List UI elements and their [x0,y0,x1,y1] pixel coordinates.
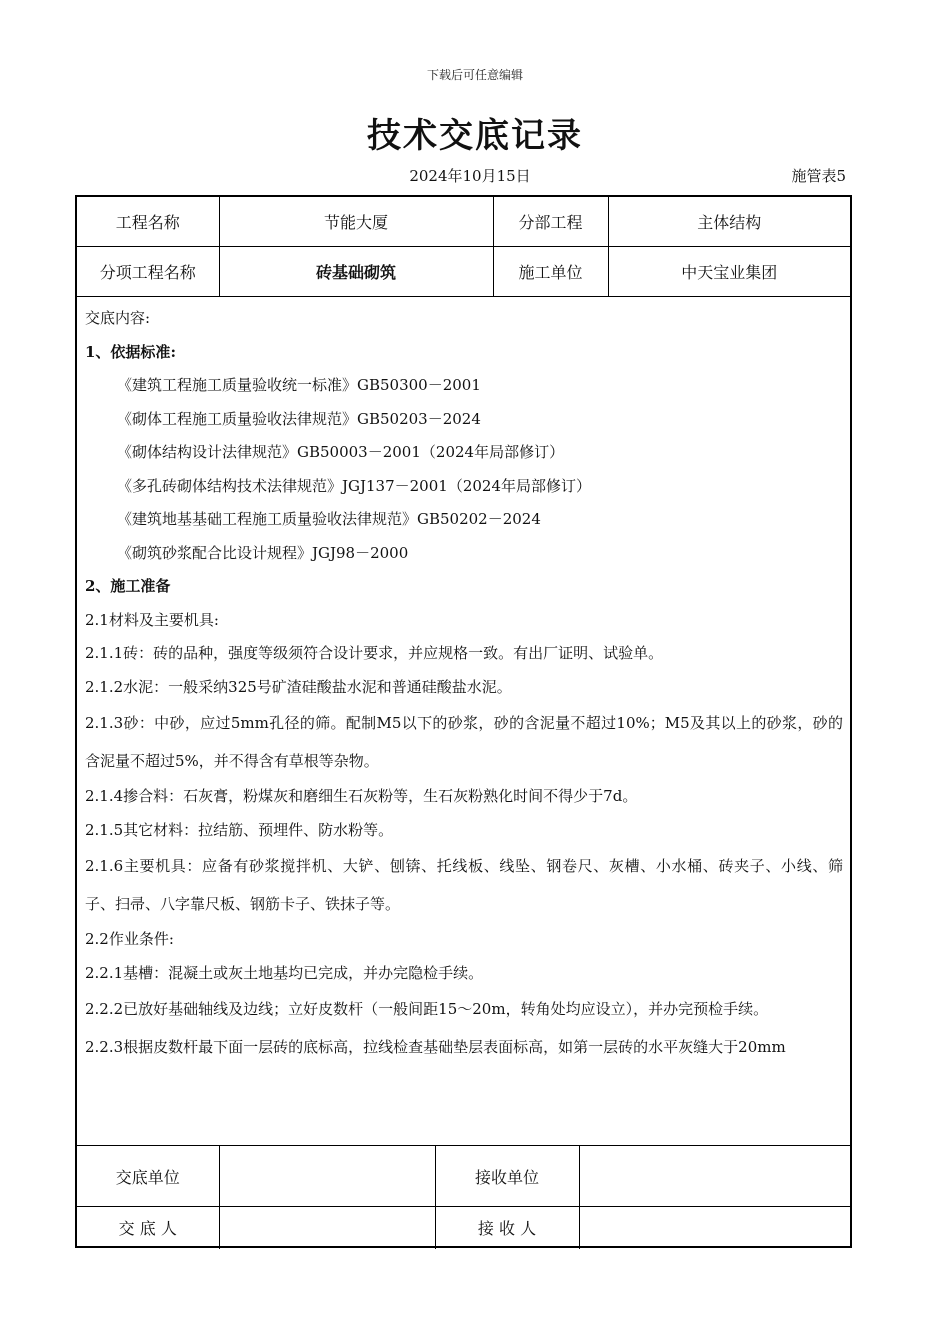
content-line: 2.1.4掺合料：石灰膏，粉煤灰和磨细生石灰粉等，生石灰粉熟化时间不得少于7d。 [85,787,638,805]
section-heading: 2、施工准备 [85,577,171,595]
record-date: 2024年10月15日 [409,167,531,185]
top-note: 下载后可任意编辑 [426,68,523,82]
standard-item: 《多孔砖砌体结构技术法律规范》JGJ137－2001（2024年局部修订） [117,476,591,495]
disclosure-content [85,302,843,1066]
standard-item: 《砌筑砂浆配合比设计规程》JGJ98－2000 [117,543,409,562]
receiver-label: 接 收 人 [435,1207,579,1249]
table-row [77,197,850,247]
table-row [77,247,850,297]
content-line: 2.1.2水泥：一般采纳325号矿渣硅酸盐水泥和普通硅酸盐水泥。 [85,677,512,696]
standard-item: 《砌体工程施工质量验收法律规范》GB50203－2024 [117,409,481,428]
content-paragraph: 2.2.3根据皮数杆最下面一层砖的底标高，拉线检查基础垫层表面标高，如第一层砖的水平灰缝大于20mm [85,1038,786,1056]
standard-item: 《砌体结构设计法律规范》GB50003－2001（2024年局部修订） [117,443,565,461]
content-line: 2.1.5其它材料：拉结筋、预埋件、防水粉等。 [85,820,394,839]
signature-table [77,1145,850,1249]
discloser-label: 交 底 人 [77,1207,219,1249]
content-line: 2.1.1砖：砖的品种，强度等级须符合设计要求，并应规格一致。有出厂证明、试验单。 [85,644,664,662]
contractor-label: 施工单位 [493,247,608,297]
division-label: 分部工程 [493,197,608,247]
standard-item: 《建筑地基基础工程施工质量验收法律规范》GB50202－2024 [117,510,541,528]
table-row [77,1207,850,1249]
subitem-label: 分项工程名称 [77,247,219,297]
receiving-unit-label: 接收单位 [435,1146,579,1207]
form-number: 施管表5 [791,167,846,185]
receiving-unit-value [579,1146,850,1207]
section-heading: 1、依据标准: [85,342,176,361]
receiver-value [579,1207,850,1249]
discloser-value [219,1207,435,1249]
project-name-label: 工程名称 [77,197,219,247]
record-form [75,195,852,1248]
project-info-table [77,197,850,297]
content-paragraph: 2.2.2已放好基础轴线及边线；立好皮数杆（一般间距15～20m，转角处均应设立），并办完预检手续。 [85,1000,769,1018]
contractor-value: 中天宝业集团 [608,247,850,297]
project-name-value: 节能大厦 [219,197,493,247]
content-paragraph: 2.1.3砂：中砂，应过5mm孔径的筛。配制M5以下的砂浆，砂的含泥量不超过10%；M5及其以上的砂浆，砂的含泥量不超过5%，并不得含有草根等杂物。 [85,714,843,770]
content-intro: 交底内容: [85,309,151,327]
subitem-value: 砖基础砌筑 [219,247,493,297]
content-line: 2.2.1基槽：混凝土或灰土地基均已完成，并办完隐检手续。 [85,963,484,982]
standard-item: 《建筑工程施工质量验收统一标准》GB50300－2001 [117,376,481,394]
table-row [77,1146,850,1207]
content-line: 2.2作业条件: [85,930,174,948]
content-line: 2.1材料及主要机具: [85,610,219,629]
disclosing-unit-value [219,1146,435,1207]
document-title: 技术交底记录 [367,116,583,156]
disclosing-unit-label: 交底单位 [77,1146,219,1207]
content-paragraph: 2.1.6主要机具：应备有砂浆搅拌机、大铲、刨锛、托线板、线坠、钢卷尺、灰槽、小水桶、砖夹子、小线、筛子、扫帚、八字靠尺板、钢筋卡子、铁抹子等。 [85,857,843,913]
division-value: 主体结构 [608,197,850,247]
